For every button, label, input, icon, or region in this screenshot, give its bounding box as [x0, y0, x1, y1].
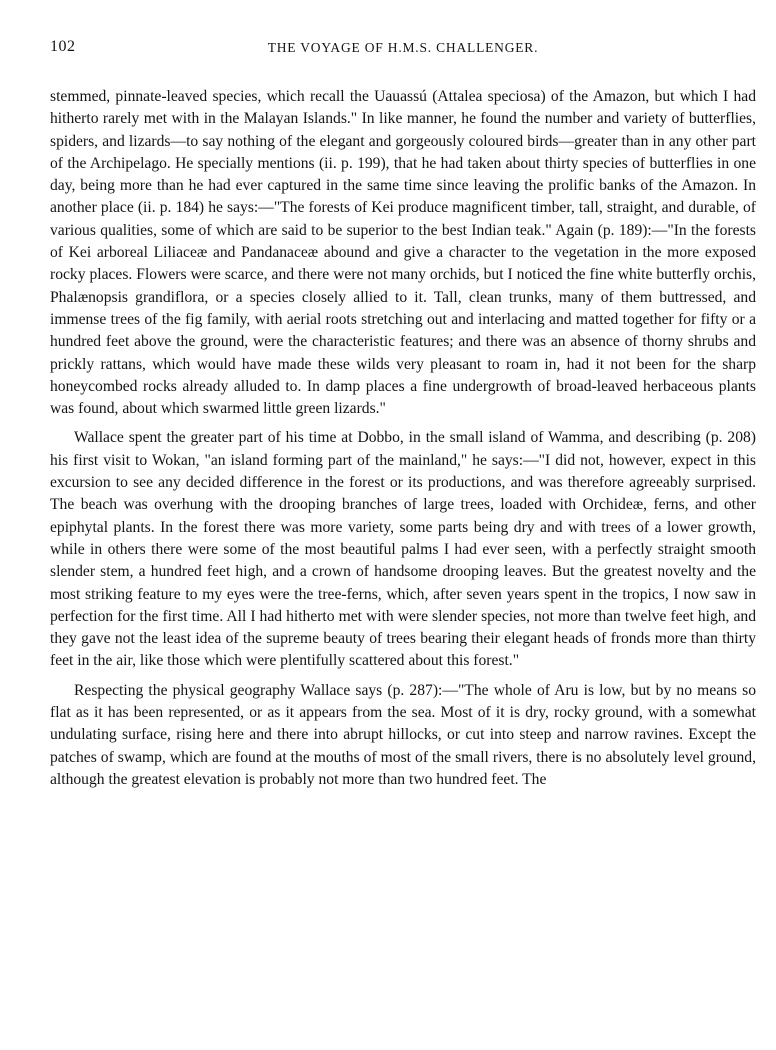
body-text: [50, 86, 756, 791]
running-title: THE VOYAGE OF H.M.S. CHALLENGER.: [267, 40, 539, 55]
page-number: 102: [50, 38, 76, 55]
paragraph-physical-geography: Respecting the physical geography Wallace says (p. 287):—"The whole of Aru is low, but by no means so flat as it has been represented, or as it appears from the sea. Most of it is dry, rocky ground, with a somewhat undulating surface, rising here and there into abrupt hillocks, or cut into steep and narrow ravines. Except the patches of swamp, which are found at the mouths of most of the small rivers, there is no absolutely level ground, although the greatest elevation is probably not more than two hundred feet. The: [50, 681, 756, 788]
paragraph-continued: stemmed, pinnate-leaved species, which recall the Uauassú (Attalea speciosa) of the Amazon, but which I had hitherto rarely met with in the Malayan Islands." In like manner, he found the number and variety of butterflies, spiders, and lizards—to say nothing of the elegant and gorgeously coloured birds—greater than in any other part of the Archipelago. He specially mentions (ii. p. 199), that he had taken about thirty species of butterflies in one day, being more than he had ever captured in the same time since leaving the prolific banks of the Amazon. In another place (ii. p. 184) he says:—"The forests of Kei produce magnificent timber, tall, straight, and durable, of various qualities, some of which are said to be superior to the best Indian teak." Again (p. 189):—"In the forests of Kei arboreal Liliaceæ and Pandanaceæ abound and give a character to the vegetation in the more exposed rocky places. Flowers were scarce, and there were not many orchids, but I noticed the fine white butterfly orchis, Phalænopsis grandiflora, or a species closely allied to it. Tall, clean trunks, many of them buttressed, and immense trees of the fig family, with aerial roots stretching out and interlacing and matted together for fifty or a hundred feet above the ground, were the characteristic features; and there was an absence of thorny shrubs and prickly rattans, which would have made these wilds very pleasant to roam in, had it not been for the sharp honeycombed rocks already alluded to. In damp places a fine undergrowth of broad-leaved herbaceous plants was found, about which swarmed little green lizards.": [50, 88, 756, 418]
paragraph-wallace-dobbo: Wallace spent the greater part of his time at Dobbo, in the small island of Wamma, and describing (p. 208) his first visit to Wokan, "an island forming part of the mainland," he says:—"I did not, however, expect in this excursion to see any decided difference in the forest or its productions, and was therefore agreeably surprised. The beach was overhung with the drooping branches of large trees, loaded with Orchideæ, ferns, and other epiphytal plants. In the forest there was more variety, some parts being dry and with trees of a lower growth, while in others there were some of the most beautiful palms I had ever seen, with a perfectly straight smooth slender stem, a hundred feet high, and a crown of handsome drooping leaves. But the greatest novelty and the most striking feature to my eyes were the tree-ferns, which, after seven years spent in the tropics, I now saw in perfection for the first time. All I had hitherto met with were slender species, not more than twelve feet high, and they gave not the least idea of the supreme beauty of trees bearing their elegant heads of fronds more than thirty feet in the air, like those which were plentifully scattered about this forest.": [50, 429, 756, 670]
running-head: [50, 38, 756, 64]
book-page: [50, 38, 756, 791]
